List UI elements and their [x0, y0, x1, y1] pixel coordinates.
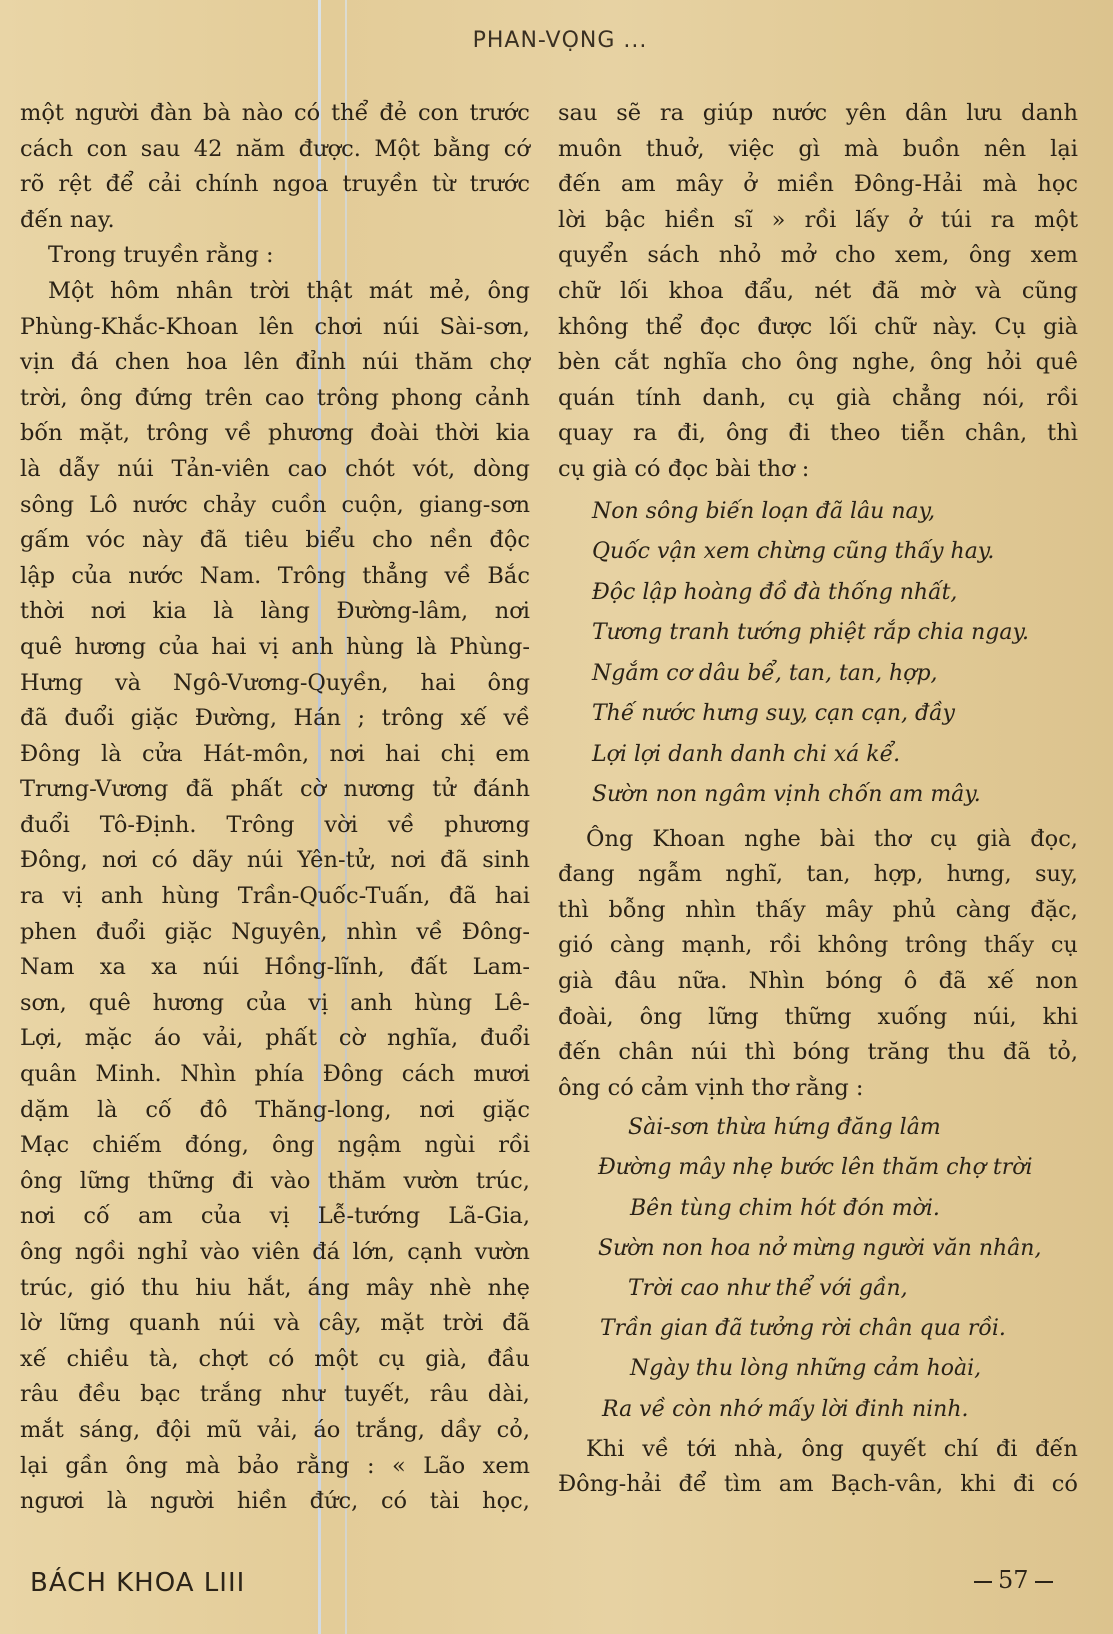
text-line: bốn mặt, trông về phương đoài thời kia: [20, 420, 530, 447]
text-line: Đông, nơi có dãy núi Yên-tử, nơi đã sinh: [20, 847, 530, 874]
text-line: vịn đá chen hoa lên đỉnh núi thăm chợ: [20, 349, 530, 376]
text-line: Trời cao như thể với gần,: [628, 1276, 908, 1302]
text-line: trúc, gió thu hiu hắt, áng mây nhè nhẹ: [20, 1274, 530, 1301]
text-line: Non sông biến loạn đã lâu nay,: [592, 498, 936, 524]
text-line: muôn thuở, việc gì mà buồn nên lại: [558, 135, 1078, 162]
text-line: Ngắm cơ dâu bể, tan, tan, hợp,: [592, 660, 938, 686]
footer-magazine-title: BÁCH KHOA LIII: [30, 1568, 246, 1598]
text-line: đang ngẫm nghĩ, tan, hợp, hưng, suy,: [558, 861, 1078, 888]
running-head: PHAN-VỌNG ...: [472, 28, 648, 53]
text-line: Lợi, mặc áo vải, phất cờ nghĩa, đuổi: [20, 1025, 530, 1052]
text-line: Trần gian đã tưởng rời chân qua rồi.: [600, 1316, 1006, 1342]
text-line: lời bậc hiền sĩ » rồi lấy ở túi ra một: [558, 206, 1078, 233]
page-number: 57: [998, 1566, 1029, 1594]
text-line: đến am mây ở miền Đông-Hải mà học: [558, 171, 1078, 198]
text-line: Khi về tới nhà, ông quyết chí đi đến: [586, 1435, 1078, 1462]
text-line: Lợi lợi danh danh chi xá kể.: [592, 741, 901, 767]
text-line: không thể đọc được lối chữ này. Cụ già: [558, 313, 1078, 340]
right-column-mid-text: [558, 822, 1078, 1107]
text-line: già đâu nữa. Nhìn bóng ô đã xế non: [558, 967, 1078, 994]
right-column-bottom-text: [558, 1432, 1078, 1503]
text-line: sau sẽ ra giúp nước yên dân lưu danh: [558, 100, 1078, 126]
text-line: mắt sáng, đội mũ vải, áo trắng, dầy cỏ,: [20, 1416, 530, 1443]
text-line: xế chiều tà, chợt có một cụ già, đầu: [20, 1345, 530, 1372]
text-line: cụ già có đọc bài thơ :: [558, 455, 810, 482]
text-line: một người đàn bà nào có thể đẻ con trước: [20, 100, 530, 126]
text-line: Trưng-Vương đã phất cờ nương tử đánh: [20, 776, 530, 803]
text-line: dặm là cố đô Thăng-long, nơi giặc: [20, 1096, 530, 1123]
text-line: đến chân núi thì bóng trăng thu đã tỏ,: [558, 1039, 1078, 1066]
text-line: đoài, ông lững thững xuống núi, khi: [558, 1003, 1078, 1030]
text-line: gấm vóc này đã tiêu biểu cho nền độc: [20, 527, 530, 554]
text-line: cách con sau 42 năm được. Một bằng cớ: [20, 135, 530, 162]
text-line: quay ra đi, ông đi theo tiễn chân, thì: [558, 420, 1078, 447]
text-line: quê hương của hai vị anh hùng là Phùng-: [20, 633, 530, 660]
text-line: Ngày thu lòng những cảm hoài,: [630, 1356, 982, 1382]
text-line: ông lững thững đi vào thăm vườn trúc,: [20, 1167, 530, 1194]
text-line: lờ lững quanh núi và cây, mặt trời đã: [20, 1310, 530, 1337]
text-line: sông Lô nước chảy cuồn cuộn, giang-sơn: [20, 491, 530, 518]
text-line: Ra về còn nhớ mấy lời đinh ninh.: [602, 1396, 969, 1422]
poem-1: [558, 492, 1078, 816]
text-line: Hưng và Ngô-Vương-Quyền, hai ông: [20, 669, 530, 696]
text-line: Quốc vận xem chừng cũng thấy hay.: [592, 539, 995, 565]
text-line: Ông Khoan nghe bài thơ cụ già đọc,: [586, 825, 1078, 852]
text-line: Mạc chiếm đóng, ông ngậm ngùi rồi: [20, 1132, 530, 1159]
text-line: quân Minh. Nhìn phía Đông cách mươi: [20, 1061, 530, 1088]
text-line: lại gần ông mà bảo rằng : « Lão xem: [20, 1452, 530, 1479]
text-line: quyển sách nhỏ mở cho xem, ông xem: [558, 242, 1078, 269]
text-line: gió càng mạnh, rồi không trông thấy cụ: [558, 932, 1078, 959]
right-column: [558, 96, 1078, 1503]
text-line: Đường mây nhẹ bước lên thăm chợ trời: [598, 1155, 1033, 1181]
text-line: ông có cảm vịnh thơ rằng :: [558, 1074, 864, 1101]
text-line: Nam xa xa núi Hồng-lĩnh, đất Lam-: [20, 954, 530, 981]
text-line: ngươi là người hiền đức, có tài học,: [20, 1488, 530, 1515]
text-line: Bên tùng chim hót đón mời.: [630, 1195, 940, 1221]
text-line: đã đuổi giặc Đường, Hán ; trông xế về: [20, 705, 530, 732]
text-line: Sài-sơn thừa hứng đăng lâm: [628, 1115, 941, 1141]
text-line: chữ lối khoa đẩu, nét đã mờ và cũng: [558, 277, 1078, 304]
text-line: đến nay.: [20, 206, 115, 233]
text-line: trời, ông đứng trên cao trông phong cảnh: [20, 384, 530, 411]
text-line: bèn cắt nghĩa cho ông nghe, ông hỏi quê: [558, 349, 1078, 376]
text-line: lập của nước Nam. Trông thẳng về Bắc: [20, 562, 530, 589]
text-line: ông ngồi nghỉ vào viên đá lớn, cạnh vườn: [20, 1239, 530, 1265]
text-line: Sườn non ngâm vịnh chốn am mây.: [592, 782, 981, 808]
left-column: [20, 96, 530, 1520]
text-line: nơi cố am của vị Lễ-tướng Lã-Gia,: [20, 1203, 530, 1230]
text-line: Đông-hải để tìm am Bạch-vân, khi đi có: [558, 1471, 1078, 1498]
poem-2: [558, 1108, 1078, 1430]
text-line: phen đuổi giặc Nguyên, nhìn về Đông-: [20, 918, 530, 945]
text-line: Tương tranh tướng phiệt rắp chia ngay.: [592, 620, 1029, 646]
text-line: rõ rệt để cải chính ngoa truyền từ trước: [20, 171, 530, 198]
text-line: ra vị anh hùng Trần-Quốc-Tuấn, đã hai: [20, 883, 530, 910]
text-line: thời nơi kia là làng Đường-lâm, nơi: [20, 598, 530, 625]
text-line: Trong truyền rằng :: [48, 242, 274, 269]
text-line: Sườn non hoa nở mừng người văn nhân,: [598, 1235, 1042, 1261]
text-line: đuổi Tô-Định. Trông vời về phương: [20, 811, 530, 838]
text-line: là dẫy núi Tản-viên cao chót vót, dòng: [20, 455, 530, 482]
text-line: sơn, quê hương của vị anh hùng Lê-: [20, 989, 530, 1016]
text-line: Phùng-Khắc-Khoan lên chơi núi Sài-sơn,: [20, 313, 530, 340]
text-line: Độc lập hoàng đồ đà thống nhất,: [592, 579, 958, 605]
text-line: thì bỗng nhìn thấy mây phủ càng đặc,: [558, 896, 1078, 923]
right-column-top-text: [558, 96, 1078, 488]
footer-page-number: [968, 1566, 1059, 1594]
text-line: Một hôm nhân trời thật mát mẻ, ông: [48, 277, 530, 304]
text-line: Đông là cửa Hát-môn, nơi hai chị em: [20, 740, 530, 767]
text-line: quán tính danh, cụ già chẳng nói, rồi: [558, 384, 1078, 411]
text-line: râu đều bạc trắng như tuyết, râu dài,: [20, 1381, 530, 1408]
text-line: Thế nước hưng suy, cạn cạn, đầy: [592, 701, 955, 727]
